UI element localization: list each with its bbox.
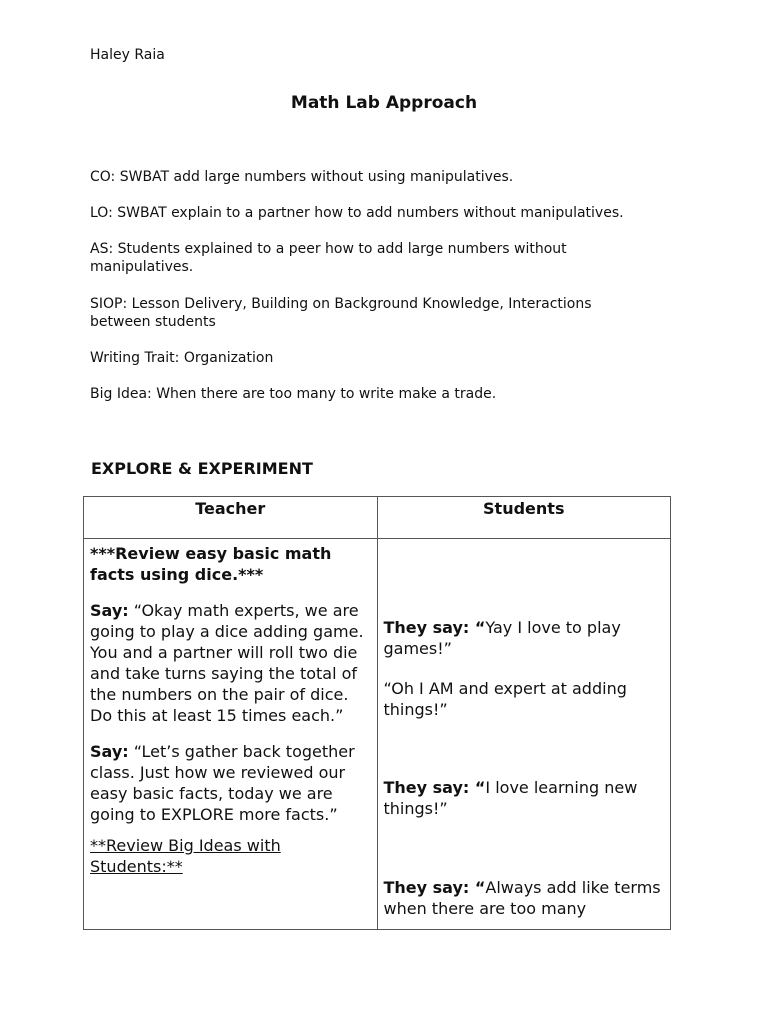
response-text: Yay I love to play games!” <box>383 618 621 658</box>
response-text: Always add like terms when there are too many <box>383 878 661 918</box>
they-say-label: They say: “ <box>383 878 486 897</box>
assessment <box>90 240 690 276</box>
they-say-label: They say: “ <box>383 778 486 797</box>
siop-line-2: between students <box>90 314 216 330</box>
document-title: Math Lab Approach <box>290 93 478 113</box>
student-response-1 <box>384 617 667 659</box>
students-column-header: Students <box>377 497 671 539</box>
say-text: “Let’s gather back together class. Just how we reviewed our easy basic facts, today we are going to EXPLORE more facts.” <box>90 742 355 824</box>
assessment-line-2: manipulatives. <box>90 259 194 275</box>
student-response-2 <box>384 777 667 819</box>
author-name: Haley Raia <box>90 47 165 63</box>
teacher-column-header: Teacher <box>84 497 378 539</box>
teacher-say-2 <box>90 741 371 825</box>
lesson-table <box>83 496 671 930</box>
say-text: “Okay math experts, we are going to play a dice adding game. You and a partner will roll two die and take turns saying the total of the numbers on the pair of dice. Do this at least 15 times each.” <box>90 601 364 725</box>
review-heading: ***Review easy basic math facts using dice.*** <box>90 544 332 584</box>
student-response-1b: “Oh I AM and expert at adding things!” <box>383 679 627 719</box>
they-say-label: They say: “ <box>383 618 486 637</box>
content-objective: CO: SWBAT add large numbers without using manipulatives. <box>90 169 514 185</box>
teacher-say-1 <box>90 600 371 726</box>
siop-line-1: SIOP: Lesson Delivery, Building on Background Knowledge, Interactions <box>90 296 592 312</box>
table-header-row <box>84 497 671 539</box>
language-objective: LO: SWBAT explain to a partner how to add numbers without manipulatives. <box>90 205 624 221</box>
assessment-line-1: AS: Students explained to a peer how to add large numbers without <box>90 241 567 257</box>
section-heading: EXPLORE & EXPERIMENT <box>91 459 313 478</box>
siop-components <box>90 295 690 331</box>
student-response-3 <box>384 877 667 919</box>
say-label: Say: <box>90 601 129 620</box>
students-cell <box>377 539 671 930</box>
big-idea: Big Idea: When there are too many to write make a trade. <box>90 386 497 402</box>
say-label: Say: <box>90 742 129 761</box>
table-row <box>84 539 671 930</box>
response-text: I love learning new things!” <box>383 778 638 818</box>
writing-trait: Writing Trait: Organization <box>90 350 274 366</box>
review-big-ideas: **Review Big Ideas with Students:** <box>90 836 281 876</box>
teacher-cell <box>84 539 378 930</box>
